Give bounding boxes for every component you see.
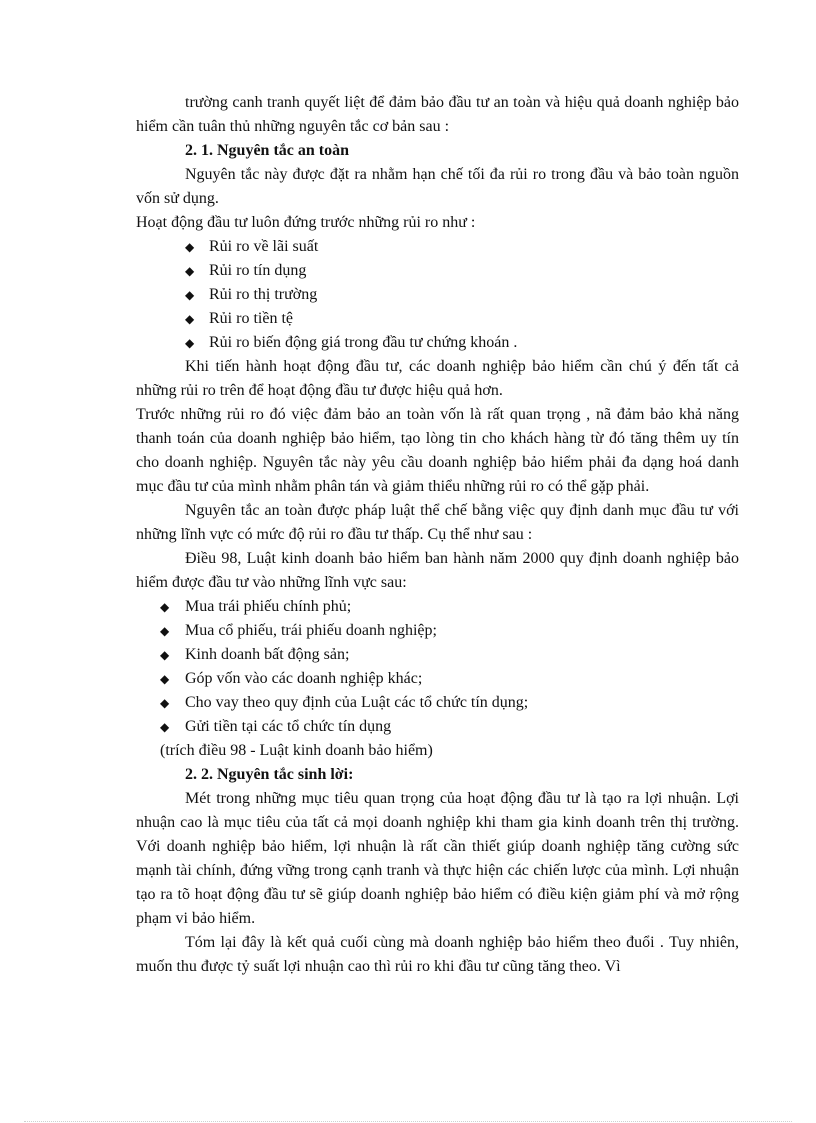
list-item-text: Rủi ro tín dụng xyxy=(209,262,307,279)
paragraph-intro: trường canh tranh quyết liệt để đảm bảo đầu tư an toàn và hiệu quả doanh nghiệp bảo hiểm cần tuân thủ những nguyên tắc cơ bản sau : xyxy=(136,94,739,135)
list-item xyxy=(136,307,739,331)
paragraph-conclusion: Tóm lại đây là kết quả cuối cùng mà doanh nghiệp bảo hiểm theo đuổi . Tuy nhiên, muốn thu được tỷ suất lợi nhuận cao thì rủi ro khi đầu tư cũng tăng theo. Vì xyxy=(136,934,739,975)
diamond-bullet-icon: ◆ xyxy=(185,264,195,278)
list-item xyxy=(136,595,739,619)
list-item-text: Rủi ro thị trường xyxy=(209,286,318,303)
diamond-bullet-icon: ◆ xyxy=(160,696,170,710)
citation: (trích điều 98 - Luật kinh doanh bảo hiểm) xyxy=(160,742,433,759)
diamond-bullet-icon: ◆ xyxy=(185,336,195,350)
list-item-text: Mua trái phiếu chính phủ; xyxy=(185,598,352,615)
diamond-bullet-icon: ◆ xyxy=(160,648,170,662)
paragraph-capital-safety: Trước những rủi ro đó việc đảm bảo an toàn vốn là rất quan trọng , nã đảm bảo khả năng thanh toán của doanh nghiệp bảo hiểm, tạo lòng tin cho khách hàng từ đó tăng thêm uy tín cho doanh nghiệp. Nguyên tắc này yêu cầu doanh nghiệp bảo hiểm phải đa dạng hoá danh mục đầu tư của mình nhằm phân tán và giảm thiểu những rủi ro có thể gặp phải. xyxy=(136,406,739,495)
diamond-bullet-icon: ◆ xyxy=(160,600,170,614)
list-item-text: Góp vốn vào các doanh nghiệp khác; xyxy=(185,670,423,687)
section-heading-profitability: 2. 2. Nguyên tắc sinh lời: xyxy=(185,766,354,783)
list-item xyxy=(136,259,739,283)
section-heading-safety: 2. 1. Nguyên tắc an toàn xyxy=(185,142,350,159)
page-bottom-divider xyxy=(24,1121,792,1122)
list-item xyxy=(136,331,739,355)
list-item-text: Rủi ro biến động giá trong đầu tư chứng khoán . xyxy=(209,334,518,351)
paragraph-profit-goal: Mét trong những mục tiêu quan trọng của hoạt động đầu tư là tạo ra lợi nhuận. Lợi nhuận cao là mục tiêu của tất cả mọi doanh nghiệp khi tham gia kinh doanh trên thị trường. Với doanh nghiệp bảo hiểm, lợi nhuận là rất cần thiết giúp doanh nghiệp tăng cường sức mạnh tài chính, đứng vững trong cạnh tranh và thực hiện các chiến lược của mình. Lợi nhuận tạo ra tõ hoạt động đầu tư sẽ giúp doanh nghiệp bảo hiểm có điều kiện giảm phí và mở rộng phạm vi bảo hiểm. xyxy=(136,790,739,927)
list-item xyxy=(136,715,739,739)
list-item xyxy=(136,283,739,307)
paragraph-risks-intro: Hoạt động đầu tư luôn đứng trước những rủi ro như : xyxy=(136,214,476,231)
list-item xyxy=(136,619,739,643)
diamond-bullet-icon: ◆ xyxy=(160,624,170,638)
risk-list xyxy=(136,235,739,355)
investment-list xyxy=(136,595,739,739)
list-item xyxy=(136,667,739,691)
list-item-text: Cho vay theo quy định của Luật các tổ chức tín dụng; xyxy=(185,694,529,711)
paragraph-legal-framework: Nguyên tắc an toàn được pháp luật thể chế bằng việc quy định danh mục đầu tư với những lĩnh vực có mức độ rủi ro đầu tư thấp. Cụ thể như sau : xyxy=(136,502,739,543)
list-item xyxy=(136,691,739,715)
diamond-bullet-icon: ◆ xyxy=(185,240,195,254)
document-body xyxy=(136,91,739,979)
list-item-text: Mua cổ phiếu, trái phiếu doanh nghiệp; xyxy=(185,622,437,639)
list-item-text: Kinh doanh bất động sản; xyxy=(185,646,350,663)
diamond-bullet-icon: ◆ xyxy=(160,672,170,686)
paragraph-article-98: Điều 98, Luật kinh doanh bảo hiểm ban hành năm 2000 quy định doanh nghiệp bảo hiểm được đầu tư vào những lĩnh vực sau: xyxy=(136,550,739,591)
list-item-text: Rủi ro về lãi suất xyxy=(209,238,319,255)
paragraph-safety-purpose: Nguyên tắc này được đặt ra nhằm hạn chế tối đa rủi ro trong đầu và bảo toàn nguồn vốn sử dụng. xyxy=(136,166,739,207)
list-item xyxy=(136,235,739,259)
list-item xyxy=(136,643,739,667)
paragraph-risk-attention: Khi tiến hành hoạt động đầu tư, các doanh nghiệp bảo hiểm cần chú ý đến tất cả những rủi ro trên để hoạt động đầu tư được hiệu quả hơn. xyxy=(136,358,739,399)
list-item-text: Rủi ro tiền tệ xyxy=(209,310,293,327)
diamond-bullet-icon: ◆ xyxy=(185,288,195,302)
diamond-bullet-icon: ◆ xyxy=(185,312,195,326)
diamond-bullet-icon: ◆ xyxy=(160,720,170,734)
list-item-text: Gửi tiền tại các tổ chức tín dụng xyxy=(185,718,392,735)
